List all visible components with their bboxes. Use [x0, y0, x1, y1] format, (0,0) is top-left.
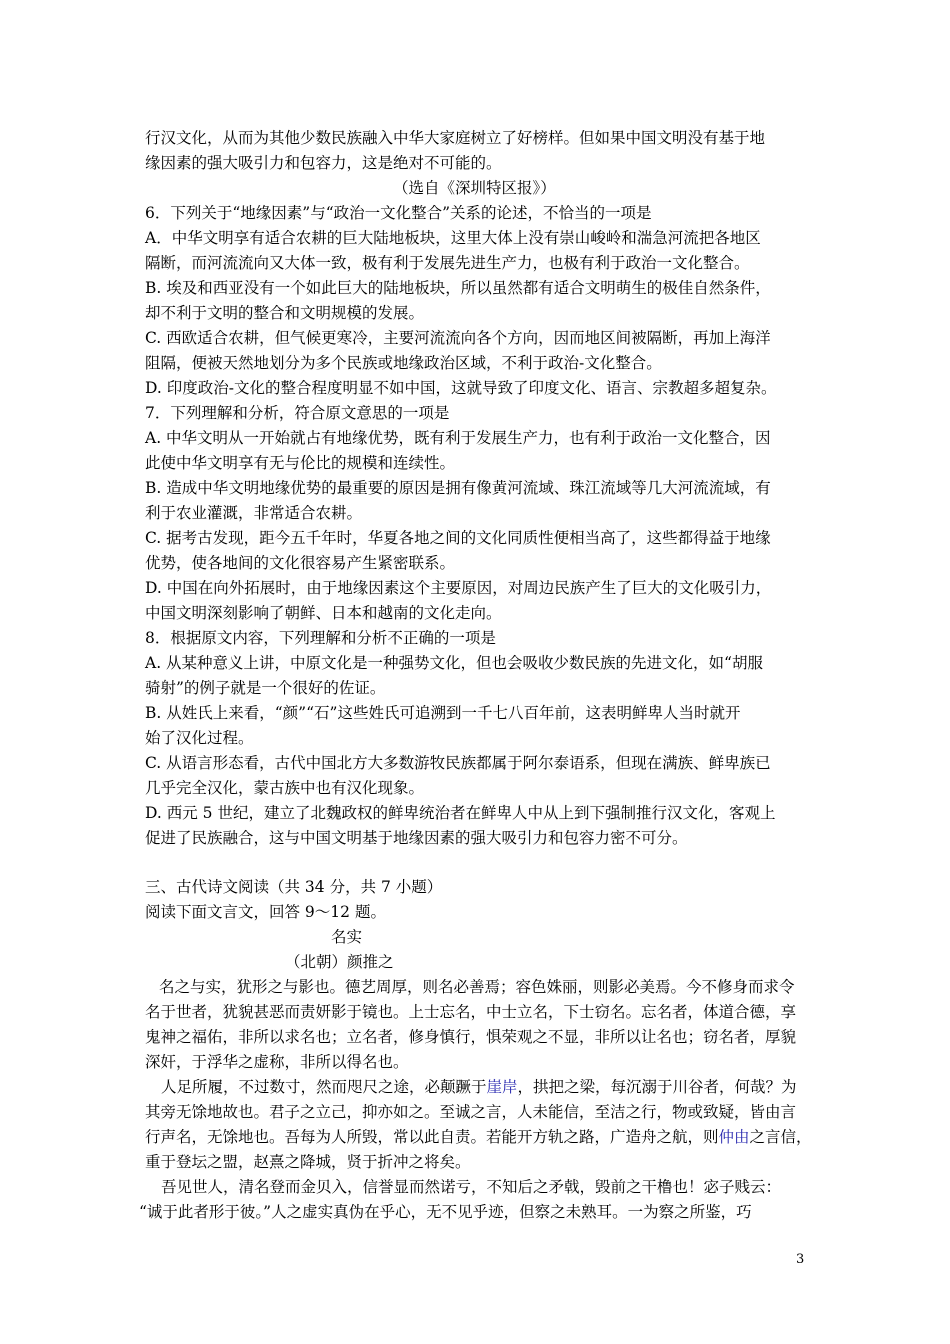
passage-line: 吾见世人，清名登而金贝入，信誉显而然诺亏，不知后之矛戟，毁前之干橹也！宓子贱云： [161, 1178, 782, 1196]
text-line: 缘因素的强大吸引力和包容力，这是绝对不可能的。 [145, 154, 502, 172]
option-line: C. 西欧适合农耕，但气候更寒冷，主要河流流向各个方向，因而地区间被隔断，再加上海洋 [145, 329, 771, 347]
passage-line: 深奸，于浮华之虚称，非所以得名也。 [145, 1053, 409, 1071]
passage-line: 名于世者，犹貌甚恶而责妍影于镜也。上士忘名，中士立名，下士窃名。忘名者，体道合德，享 [145, 1003, 797, 1021]
passage-line: “诚于此者形于彼。”人之虚实真伪在乎心，无不见乎迹，但察之未熟耳。一为察之所鉴，巧 [139, 1203, 752, 1221]
annotated-term: 崖岸 [486, 1078, 518, 1096]
option-line: A. 从某种意义上讲，中原文化是一种强势文化，但也会吸收少数民族的先进文化，如“胡服 [145, 654, 763, 672]
option-line: 隔断，而河流流向又大体一致，极有利于发展先进生产力，也极有利于政治一文化整合。 [145, 254, 750, 272]
option-line: A．中华文明享有适合农耕的巨大陆地板块，这里大体上没有崇山峻岭和湍急河流把各地区 [145, 229, 761, 247]
source-citation: （选自《深圳特区报》） [393, 179, 556, 197]
option-line: 几乎完全汉化，蒙古族中也有汉化现象。 [145, 779, 425, 797]
passage-line: 鬼神之福佑，非所以求名也；立名者，修身慎行，惧荣观之不显，非所以让名也；窃名者，厚貌 [145, 1028, 797, 1046]
question-7-stem: 7．下列理解和分析，符合原文意思的一项是 [145, 404, 450, 422]
question-6-stem: 6．下列关于“地缘因素”与“政治一文化整合”关系的论述，不恰当的一项是 [145, 204, 652, 222]
option-line: A. 中华文明从一开始就占有地缘优势，既有利于发展生产力，也有利于政治一文化整合，因 [145, 429, 771, 447]
passage-title: 名实 [331, 928, 363, 946]
passage-line: 其旁无馀地故也。君子之立己，抑亦如之。至诚之言，人未能信，至洁之行，物或致疑，皆由言 [145, 1103, 797, 1121]
option-line: B. 造成中华文明地缘优势的最重要的原因是拥有像黄河流域、珠江流域等几大河流流域，有 [145, 479, 771, 497]
option-line: 优势，使各地间的文化很容易产生紧密联系。 [145, 554, 456, 572]
option-line: 却不利于文明的整合和文明规模的发展。 [145, 304, 425, 322]
option-line: 利于农业灌溉，非常适合农耕。 [145, 504, 363, 522]
option-line: 促进了民族融合，这与中国文明基于地缘因素的强大吸引力和包容力密不可分。 [145, 829, 688, 847]
option-line: 骑射”的例子就是一个很好的佐证。 [145, 679, 386, 697]
option-line: B. 埃及和西亚没有一个如此巨大的陆地板块，所以虽然都有适合文明萌生的极佳自然条件， [145, 279, 771, 297]
passage-author: （北朝）颜推之 [285, 953, 394, 971]
passage-line: 人足所履，不过数寸，然而咫尺之途，必颠蹶于崖岸，拱把之梁，每沉溺于川谷者，何哉？为 [161, 1078, 797, 1096]
passage-line: 名之与实，犹形之与影也。德艺周厚，则名必善焉；容色姝丽，则影必美焉。今不修身而求令 [159, 978, 795, 996]
passage-line: 重于登坛之盟，赵熹之降城，贤于折冲之将矣。 [145, 1153, 471, 1171]
text-line: 行汉文化，从而为其他少数民族融入中华大家庭树立了好榜样。但如果中国文明没有基于地 [145, 129, 766, 147]
question-8-stem: 8．根据原文内容，下列理解和分析不正确的一项是 [145, 629, 496, 647]
option-line: B. 从姓氏上来看，“颜”“石”这些姓氏可追溯到一千七八百年前，这表明鲜卑人当时就开 [145, 704, 741, 722]
option-line: 中国文明深刻影响了朝鲜、日本和越南的文化走向。 [145, 604, 502, 622]
option-line: C. 据考古发现，距今五千年时，华夏各地之间的文化同质性便相当高了，这些都得益于地缘 [145, 529, 771, 547]
option-line: 此使中华文明享有无与伦比的规模和连续性。 [145, 454, 456, 472]
page-number: 3 [796, 1252, 805, 1267]
option-line: C. 从语言形态看，古代中国北方大多数游牧民族都属于阿尔泰语系，但现在满族、鲜卑族已 [145, 754, 771, 772]
option-line: D. 中国在向外拓展时，由于地缘因素这个主要原因，对周边民族产生了巨大的文化吸引力， [145, 579, 772, 597]
option-line: D. 西元 5 世纪，建立了北魏政权的鲜卑统治者在鲜卑人中从上到下强制推行汉文化，客观上 [145, 804, 776, 822]
annotated-term: 仲由 [718, 1128, 750, 1146]
passage-line: 行声名，无馀地也。吾每为人所毁，常以此自责。若能开方轨之路，广造舟之航，则仲由之言信， [145, 1128, 812, 1146]
option-line: 始了汉化过程。 [145, 729, 254, 747]
section-heading: 三、古代诗文阅读（共 34 分，共 7 小题） [145, 878, 443, 896]
instruction-text: 阅读下面文言文，回答 9～12 题。 [145, 903, 386, 921]
option-line: D. 印度政治-文化的整合程度明显不如中国，这就导致了印度文化、语言、宗教超多超复杂。 [145, 379, 777, 397]
option-line: 阻隔，便被天然地划分为多个民族或地缘政治区域，不利于政治-文化整合。 [145, 354, 662, 372]
